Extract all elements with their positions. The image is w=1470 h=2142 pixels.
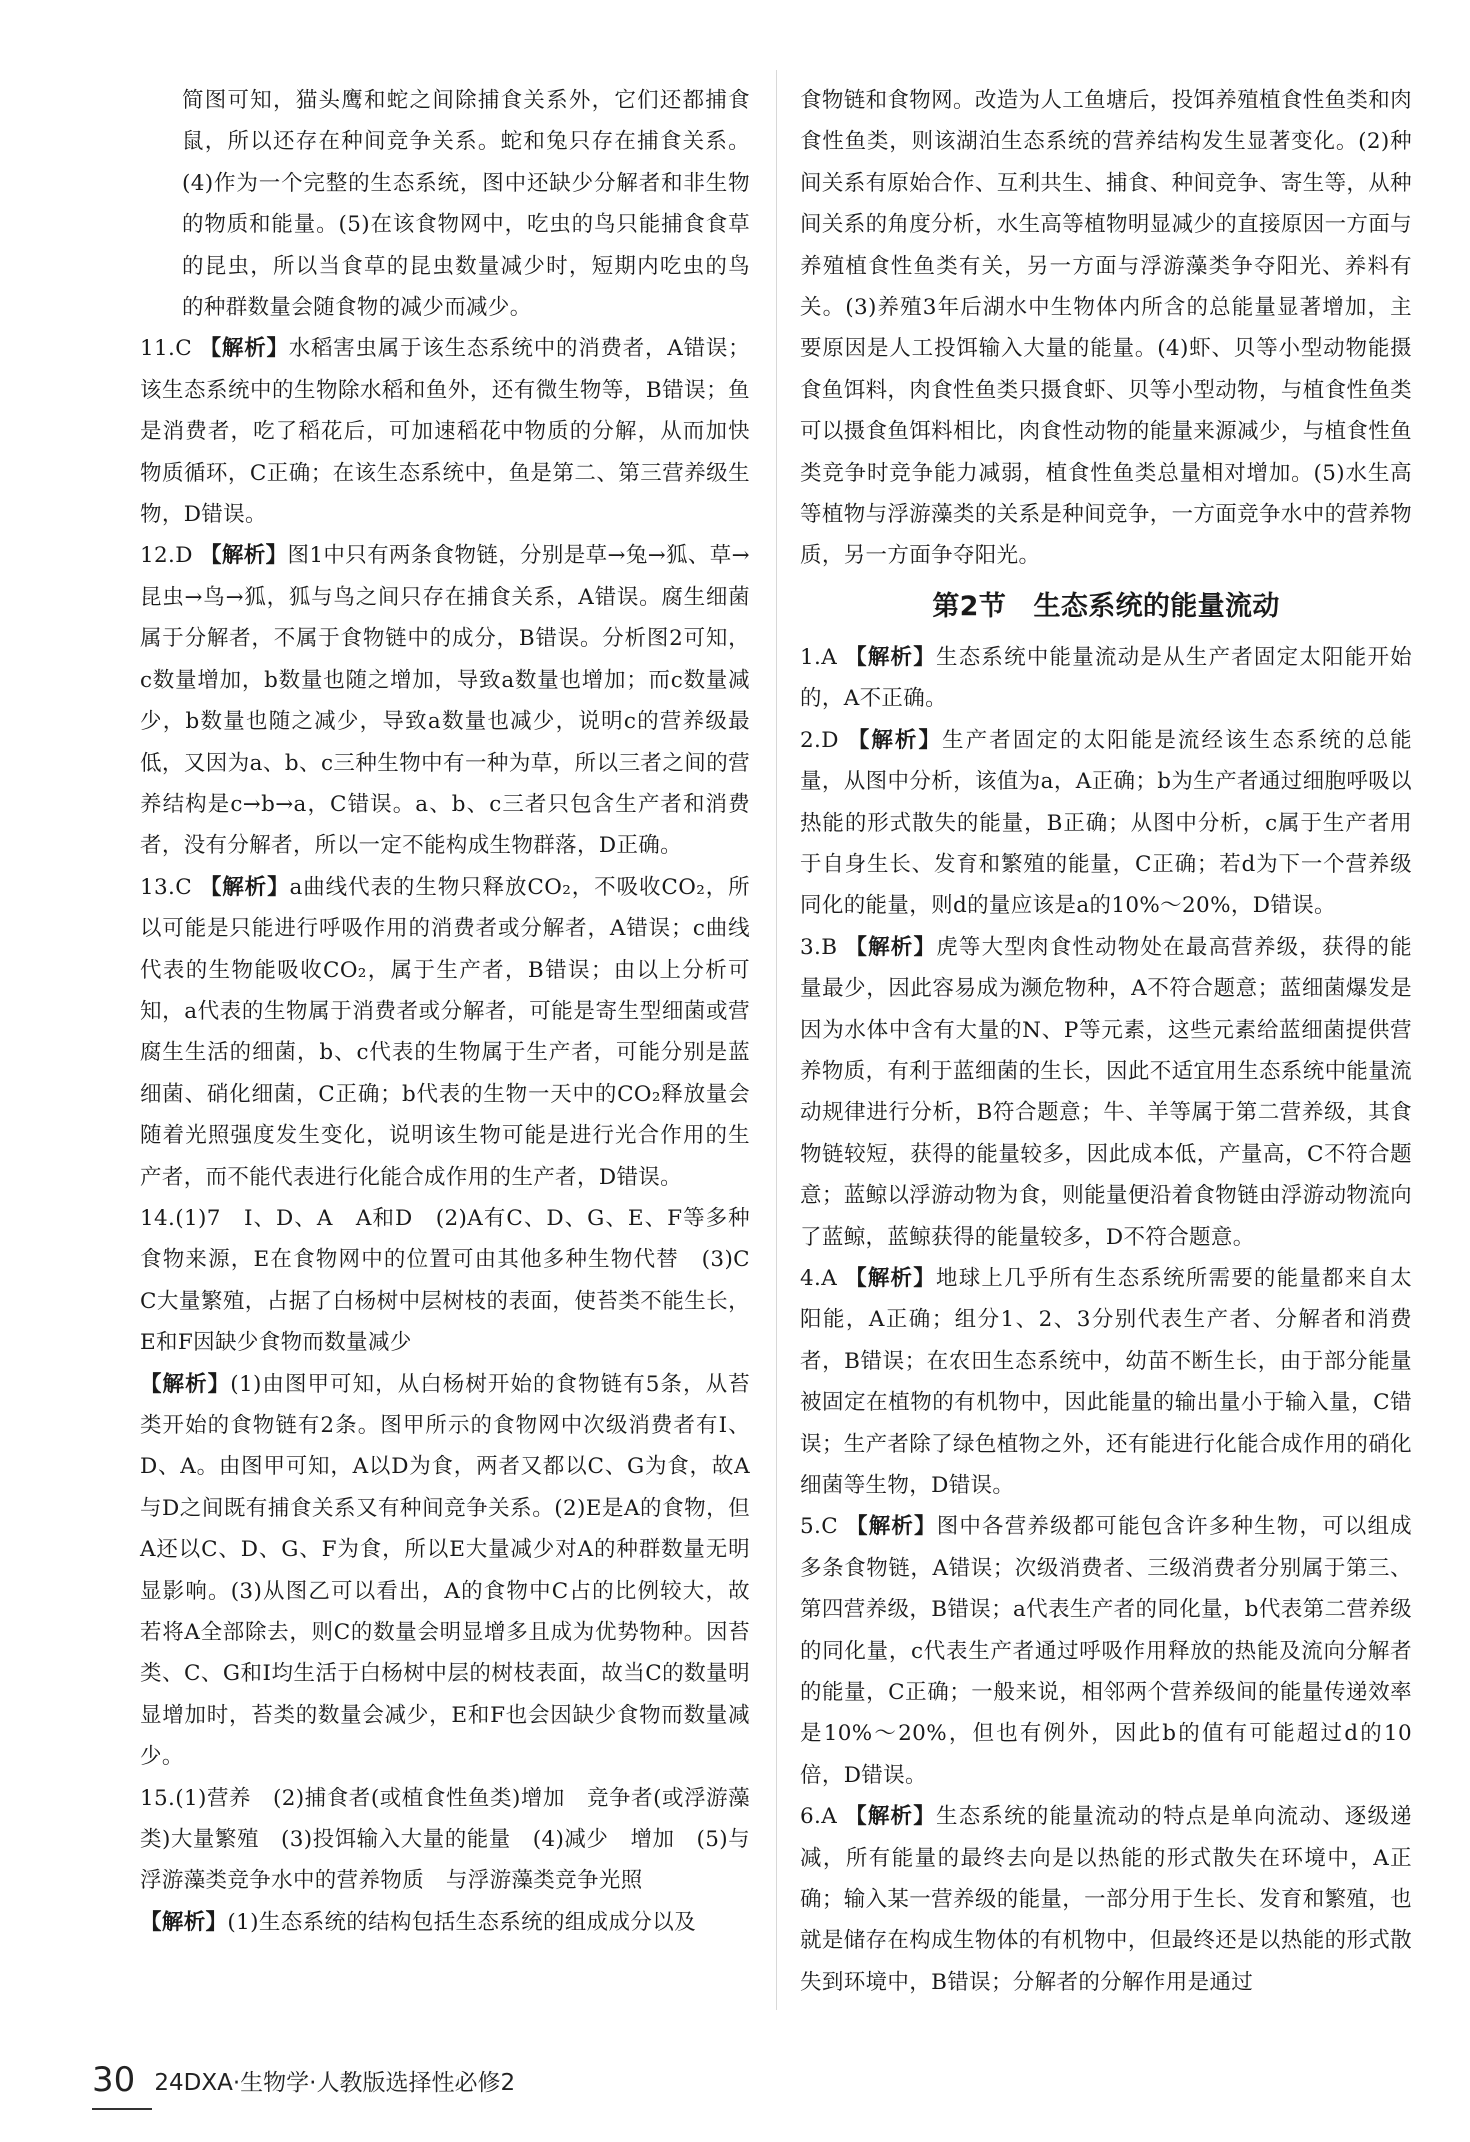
answer-number: 3.B xyxy=(800,934,838,960)
analysis-text: 生态系统的能量流动的特点是单向流动、逐级递减，所有能量的最终去向是以热能的形式散失在环境中，A正确；输入某一营养级的能量，一部分用于生长、发育和繁殖，也就是储存在构成生物体的有机物中，但最终还是以热能的形式散失到环境中，B错误；分解者的分解作用是通过 xyxy=(800,1804,1412,1995)
analysis-text: 水稻害虫属于该生态系统中的消费者，A错误；该生态系统中的生物除水稻和鱼外，还有微生物等，B错误；鱼是消费者，吃了稻花后，可加速稻花中物质的分解，从而加快物质循环，C正确；在该生态系统中，鱼是第二、第三营养级生物，D错误。 xyxy=(140,336,750,528)
analysis-text: 图1中只有两条食物链，分别是草→兔→狐、草→昆虫→鸟→狐，狐与鸟之间只存在捕食关系，A错误。腐生细菌属于分解者，不属于食物链中的成分，B错误。分析图2可知，c数量增加，b数量也随之增加，导致a数量也增加；而c数量减少，b数量也随之减少，导致a数量也减少，说明c的营养级最低，又因为a、b、c三种生物中有一种为草，所以三者之间的营养结构是c→b→a，C错误。a、b、c三者只包含生产者和消费者，没有分解者，所以一定不能构成生物群落，D正确。 xyxy=(140,543,750,859)
analysis-14 xyxy=(140,1364,750,1778)
answer-number: 2.D xyxy=(800,727,839,753)
analysis-text: (1)生态系统的结构包括生态系统的组成成分以及 xyxy=(227,1909,696,1935)
answer-2 xyxy=(800,720,1412,927)
answer-number: 12.D xyxy=(140,543,193,569)
analysis-text: 生态系统中能量流动是从生产者固定太阳能开始的，A不正确。 xyxy=(800,644,1412,712)
analysis-tag: 【解析】 xyxy=(846,1514,937,1540)
answer-5 xyxy=(800,1506,1412,1796)
column-divider xyxy=(776,70,777,2010)
answer-text: (1)7 I、D、A A和D (2)A有C、D、G、E、F等多种食物来源，E在食物网中的位置可由其他多种生物代替 (3)C C大量繁殖，占据了白杨树中层树枝的表面，使苔类不能生长，E和F因缺少食物而数量减少 xyxy=(140,1205,772,1356)
book-title: 24DXA·生物学·人教版选择性必修2 xyxy=(154,2069,516,2096)
answer-3 xyxy=(800,927,1412,1258)
analysis-tag: 【解析】 xyxy=(140,1371,231,1397)
analysis-text: (1)由图甲可知，从白杨树开始的食物链有5条，从苔类开始的食物链有2条。图甲所示的食物网中次级消费者有I、D、A。由图甲可知，A以D为食，两者又都以C、G为食，故A与D之间既有捕食关系又有种间竞争关系。(2)E是A的食物，但A还以C、D、G、F为食，所以E大量减少对A的种群数量无明显影响。(3)从图乙可以看出，A的食物中C占的比例较大，故若将A全部除去，则C的数量会明显增多且成为优势物种。因苔类、C、G和I均生活于白杨树中层的树枝表面，故当C的数量明显增加时，苔类的数量会减少，E和F也会因缺少食物而数量减少。 xyxy=(140,1371,750,1770)
analysis-tag: 【解析】 xyxy=(845,644,936,670)
footer-underline xyxy=(92,2108,152,2110)
answer-13 xyxy=(140,867,750,1198)
analysis-text: 虎等大型肉食性动物处在最高营养级，获得的能量最少，因此容易成为濒危物种，A不符合题意；蓝细菌爆发是因为水体中含有大量的N、P等元素，这些元素给蓝细菌提供营养物质，有利于蓝细菌的生长，因此不适宜用生态系统中能量流动规律进行分析，B符合题意；牛、羊等属于第二营养级，其食物链较短，获得的能量较多，因此成本低，产量高，C不符合题意；蓝鲸以浮游动物为食，则能量便沿着食物链由浮游动物流向了蓝鲸，蓝鲸获得的能量较多，D不符合题意。 xyxy=(800,934,1412,1250)
left-column xyxy=(140,80,772,1943)
paragraph-continuation: 食物链和食物网。改造为人工鱼塘后，投饵养殖植食性鱼类和肉食性鱼类，则该湖泊生态系统的营养结构发生显著变化。(2)种间关系有原始合作、互利共生、捕食、种间竞争、寄生等，从种间关系的角度分析，水生高等植物明显减少的直接原因一方面与养殖植食性鱼类有关，另一方面与浮游藻类争夺阳光、养料有关。(3)养殖3年后湖水中生物体内所含的总能量显著增加，主要原因是人工投饵输入大量的能量。(4)虾、贝等小型动物能摄食鱼饵料，肉食性鱼类只摄食虾、贝等小型动物，与植食性鱼类可以摄食鱼饵料相比，肉食性动物的能量来源减少，与植食性鱼类竞争时竞争能力减弱，植食性鱼类总量相对增加。(5)水生高等植物与浮游藻类的关系是种间竞争，一方面竞争水中的营养物质，另一方面争夺阳光。 xyxy=(800,88,1412,569)
section-title: 第2节 生态系统的能量流动 xyxy=(932,590,1280,622)
answer-number: 14. xyxy=(140,1205,176,1231)
answer-number: 1.A xyxy=(800,644,838,670)
analysis-tag: 【解析】 xyxy=(200,543,288,569)
answer-14 xyxy=(140,1198,772,1364)
analysis-tag: 【解析】 xyxy=(199,336,289,362)
analysis-tag: 【解析】 xyxy=(845,1265,936,1291)
right-column xyxy=(800,80,1412,2003)
answer-number: 15. xyxy=(140,1785,176,1811)
answer-number: 6.A xyxy=(800,1804,838,1830)
analysis-text: 图中各营养级都可能包含许多种生物，可以组成多条食物链，A错误；次级消费者、三级消费者分别属于第三、第四营养级，B错误；a代表生产者的同化量，b代表第二营养级的同化量，c代表生产者通过呼吸作用释放的热能及流向分解者的能量，C正确；一般来说，相邻两个营养级间的能量传递效率是10%～20%，但也有例外，因此b的值有可能超过d的10倍，D错误。 xyxy=(800,1514,1412,1788)
answer-4 xyxy=(800,1258,1412,1506)
analysis-tag: 【解析】 xyxy=(140,1909,228,1935)
analysis-text: a曲线代表的生物只释放CO₂，不吸收CO₂，所以可能是只能进行呼吸作用的消费者或分解者，A错误；c曲线代表的生物能吸收CO₂，属于生产者，B错误；由以上分析可知，a代表的生物属于消费者或分解者，可能是寄生型细菌或营腐生生活的细菌，b、c代表的生物属于生产者，可能分别是蓝细菌、硝化细菌，C正确；b代表的生物一天中的CO₂释放量会随着光照强度发生变化，说明该生物可能是进行光合作用的生产者，而不能代表进行化能合成作用的生产者，D错误。 xyxy=(140,874,751,1190)
analysis-text: 生产者固定的太阳能是流经该生态系统的总能量，从图中分析，该值为a，A正确；b为生产者通过细胞呼吸以热能的形式散失的能量，B正确；从图中分析，c属于生产者用于自身生长、发育和繁殖的能量，C正确；若d为下一个营养级同化的能量，则d的量应该是a的10%～20%，D错误。 xyxy=(800,727,1412,919)
analysis-text: 地球上几乎所有生态系统所需要的能量都来自太阳能，A正确；组分1、2、3分别代表生产者、分解者和消费者，B错误；在农田生态系统中，幼苗不断生长，由于部分能量被固定在植物的有机物中，因此能量的输出量小于输入量，C错误；生产者除了绿色植物之外，还有能进行化能合成作用的硝化细菌等生物，D错误。 xyxy=(800,1265,1412,1498)
analysis-tag: 【解析】 xyxy=(845,1804,936,1830)
answer-number: 5.C xyxy=(800,1514,839,1540)
page-number: 30 xyxy=(92,2060,136,2100)
page-footer xyxy=(92,2060,515,2100)
answer-number: 4.A xyxy=(800,1265,838,1291)
answer-text: (1)营养 (2)捕食者(或植食性鱼类)增加 竞争者(或浮游藻类)大量繁殖 (3)投饵输入大量的能量 (4)减少 增加 (5)与浮游藻类竞争水中的营养物质 与浮游藻类竞争光照 xyxy=(140,1785,750,1894)
answer-number: 13.C xyxy=(140,874,193,900)
analysis-tag: 【解析】 xyxy=(847,727,943,753)
analysis-tag: 【解析】 xyxy=(845,934,937,960)
answer-12 xyxy=(140,535,750,866)
analysis-15 xyxy=(140,1902,750,1943)
answer-1 xyxy=(800,637,1412,720)
answer-number: 11.C xyxy=(140,336,193,362)
analysis-tag: 【解析】 xyxy=(199,874,290,900)
answer-11 xyxy=(140,328,750,535)
answer-6 xyxy=(800,1796,1412,2003)
answer-15 xyxy=(140,1778,750,1902)
paragraph-intro: 简图可知，猫头鹰和蛇之间除捕食关系外，它们还都捕食鼠，所以还存在种间竞争关系。蛇和兔只存在捕食关系。(4)作为一个完整的生态系统，图中还缺少分解者和非生物的物质和能量。(5)在该食物网中，吃虫的鸟只能捕食食草的昆虫，所以当食草的昆虫数量减少时，短期内吃虫的鸟的种群数量会随食物的减少而减少。 xyxy=(182,88,750,321)
